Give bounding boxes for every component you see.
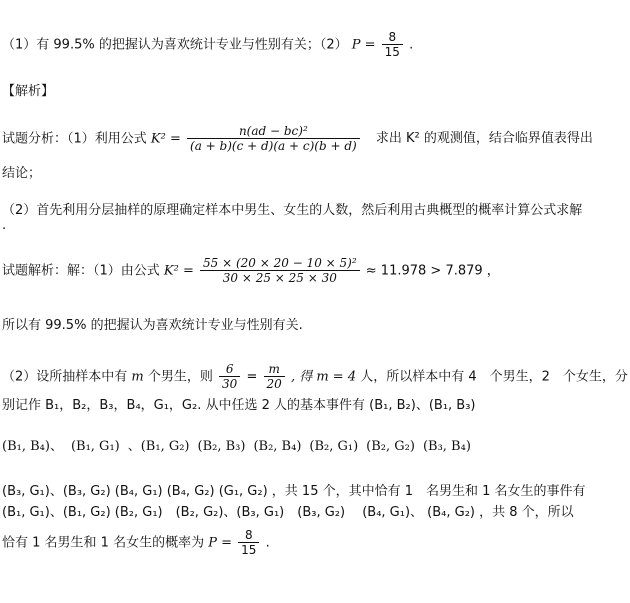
frac-den: 15 [384,45,400,60]
period: . [409,37,414,53]
answer-fraction [382,30,403,60]
p-label: P = [351,37,376,53]
frac-den: (a + b)(c + d)(a + c)(b + d) [190,139,357,154]
equals: = [246,369,258,385]
pair-item: (B₁, B₄)、 [2,439,63,454]
p2-mid: 个男生，则 [147,369,213,385]
frac-den: 30 [222,377,238,392]
answer-line [2,30,413,60]
part2-line1 [2,362,628,392]
m-var: m [131,369,144,385]
solution-prefix: 试题解析：解：（1）由公式 [2,263,160,279]
frac-num: 8 [238,528,259,543]
pairs-row1 [2,439,479,455]
part2-line2: 别记作 B₁，B₂，B₃，B₄，G₁，G₂. 从中任选 2 人的基本事件有 (B₁, B₂)、(B₁, B₃) [2,398,476,413]
pair-item: 、(B₁, G₂) [127,439,190,454]
frac-den: 30 × 25 × 25 × 30 [222,271,337,286]
m-value: , 得 m = 4 [290,369,357,385]
pair-item: (B₁, G₁) [70,439,120,454]
section-heading: 【解析】 [2,84,55,99]
analysis-cont: 结论； [2,166,42,181]
frac-num: 55 × (20 × 20 − 10 × 5)² [200,256,360,271]
frac-num: 6 [219,362,240,377]
frac-num: n(ad − bc)² [187,124,360,139]
k2-label: K² = [150,131,181,147]
pair-item: (B₂, G₁) [309,439,359,454]
fraction-m-20 [264,362,285,392]
final-line [2,528,270,558]
p2-tail: 人，所以样本中有 4 个男生，2 个女生，分 [360,369,628,385]
frac-num: m [264,362,285,377]
period: . [265,535,270,551]
fraction-6-30 [219,362,240,392]
final-prefix: 恰有 1 名男生和 1 名女生的概率为 [2,535,205,551]
k2-label: K² = [163,263,194,279]
p-label: P = [208,535,232,551]
analysis-prefix: 试题分析：（1）利用公式 [2,131,147,147]
final-fraction [238,528,259,558]
pairs-row3: (B₁, G₁)、(B₁, G₂) (B₂, G₁) (B₂, G₂)、(B₃, G₁) (B₃, G₂) (B₄, G₁)、 (B₄, G₂) ，共 8 个，所以 [2,505,574,520]
k2-formula [187,124,360,154]
part2-dot: . [2,218,7,233]
solution-after: ≈ 11.978 > 7.879 ， [365,263,500,279]
pairs-row2: (B₃, G₁)、(B₃, G₂) (B₄, G₁) (B₄, G₂) (G₁, G₂) ，共 15 个，其中恰有 1 名男生和 1 名女生的事件有 [2,484,586,499]
k2-computation [200,256,360,286]
pair-item: (B₂, B₃) [197,439,246,454]
answer-text: （1）有 99.5% 的把握认为喜欢统计专业与性别有关；（2） [2,37,348,53]
frac-den: 15 [241,543,257,558]
pair-item: (B₃, B₄) [422,439,471,454]
pair-item: (B₂, B₄) [253,439,302,454]
p2-prefix: （2）设所抽样本中有 [2,369,128,385]
conclusion-line: 所以有 99.5% 的把握认为喜欢统计专业与性别有关. [2,318,303,333]
analysis-after: 求出 K² 的观测值，结合临界值表得出 [375,131,593,147]
frac-num: 8 [382,30,403,45]
solution-line [2,256,500,286]
pair-item: (B₂, G₂) [366,439,415,454]
analysis-line [2,124,593,154]
part2-text: （2）首先利用分层抽样的原理确定样本中男生、女生的人数，然后利用古典概型的概率计算公式求解 [2,203,583,218]
frac-den: 20 [266,377,282,392]
